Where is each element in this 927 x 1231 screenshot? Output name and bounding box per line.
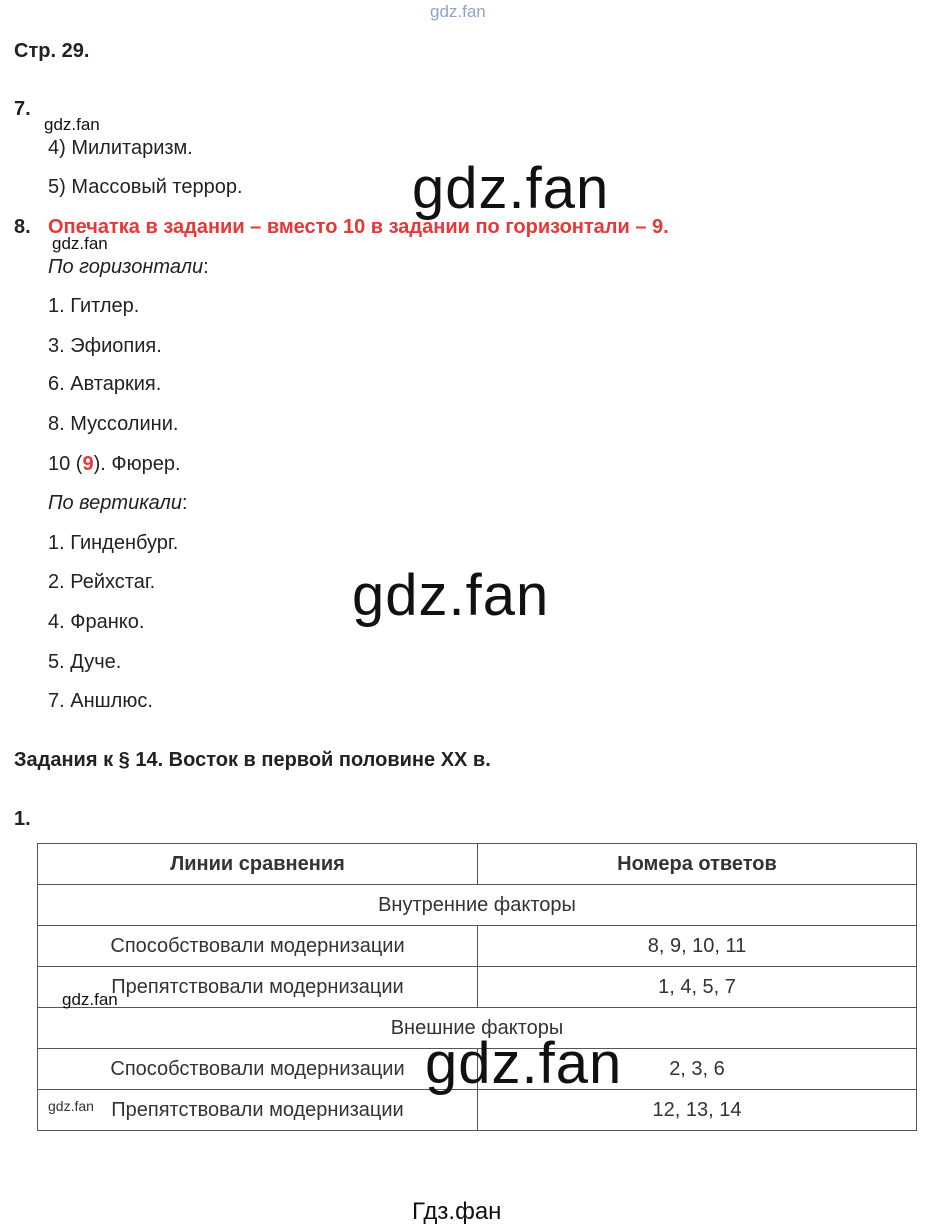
horizontal-heading: По горизонтали: — [48, 256, 209, 278]
row-value: 2, 3, 6 — [478, 1049, 917, 1090]
horizontal-answer: 1. Гитлер. — [48, 295, 140, 317]
page-reference: Стр. 29. — [14, 40, 90, 62]
group-row — [38, 885, 917, 926]
watermark-top: gdz.fan — [430, 2, 486, 21]
column-header: Линии сравнения — [38, 844, 478, 885]
vertical-answer: 1. Гинденбург. — [48, 532, 179, 554]
task-7-item: 4) Милитаризм. — [48, 137, 193, 159]
horizontal-answer: 6. Автаркия. — [48, 373, 162, 395]
task-8-number: 8. — [14, 216, 31, 238]
footer-watermark: Гдз.фан — [412, 1198, 502, 1225]
watermark-small: gdz.fan — [52, 234, 108, 253]
table-row — [38, 926, 917, 967]
table-header-row — [38, 844, 917, 885]
task-7-item: 5) Массовый террор. — [48, 176, 243, 198]
corrected-number: 9 — [82, 453, 94, 475]
typo-note: Опечатка в задании – вместо 10 в задании по горизонтали – 9. — [48, 216, 669, 238]
watermark-large: gdz.fan — [425, 1031, 623, 1096]
task-1-number: 1. — [14, 808, 31, 830]
column-header: Номера ответов — [478, 844, 917, 885]
vertical-answer: 7. Аншлюс. — [48, 690, 153, 712]
horizontal-answer-corrected: 10 (9). Фюрер. — [48, 453, 181, 475]
row-label: Препятствовали модернизации — [38, 1090, 478, 1131]
watermark-large: gdz.fan — [352, 563, 550, 628]
row-label: Способствовали модернизации — [38, 1049, 478, 1090]
vertical-heading: По вертикали: — [48, 492, 188, 514]
table-row — [38, 967, 917, 1008]
vertical-answer: 5. Дуче. — [48, 651, 122, 673]
vertical-answer: 4. Франко. — [48, 611, 145, 633]
row-value: 12, 13, 14 — [478, 1090, 917, 1131]
task-7-number: 7. — [14, 98, 31, 120]
horizontal-answer: 3. Эфиопия. — [48, 335, 162, 357]
row-label: Препятствовали модернизации — [38, 967, 478, 1008]
row-value: 1, 4, 5, 7 — [478, 967, 917, 1008]
watermark-small: gdz.fan — [44, 115, 100, 134]
group-label: Внешние факторы — [38, 1008, 917, 1049]
row-value: 8, 9, 10, 11 — [478, 926, 917, 967]
row-label: Способствовали модернизации — [38, 926, 478, 967]
vertical-answer: 2. Рейхстаг. — [48, 571, 156, 593]
watermark-large: gdz.fan — [412, 156, 610, 221]
horizontal-answer: 8. Муссолини. — [48, 413, 179, 435]
watermark-tiny: gdz.fan — [48, 1098, 94, 1114]
watermark-small: gdz.fan — [62, 990, 118, 1009]
group-label: Внутренние факторы — [38, 885, 917, 926]
section-heading: Задания к § 14. Восток в первой половине XX в. — [14, 749, 491, 771]
